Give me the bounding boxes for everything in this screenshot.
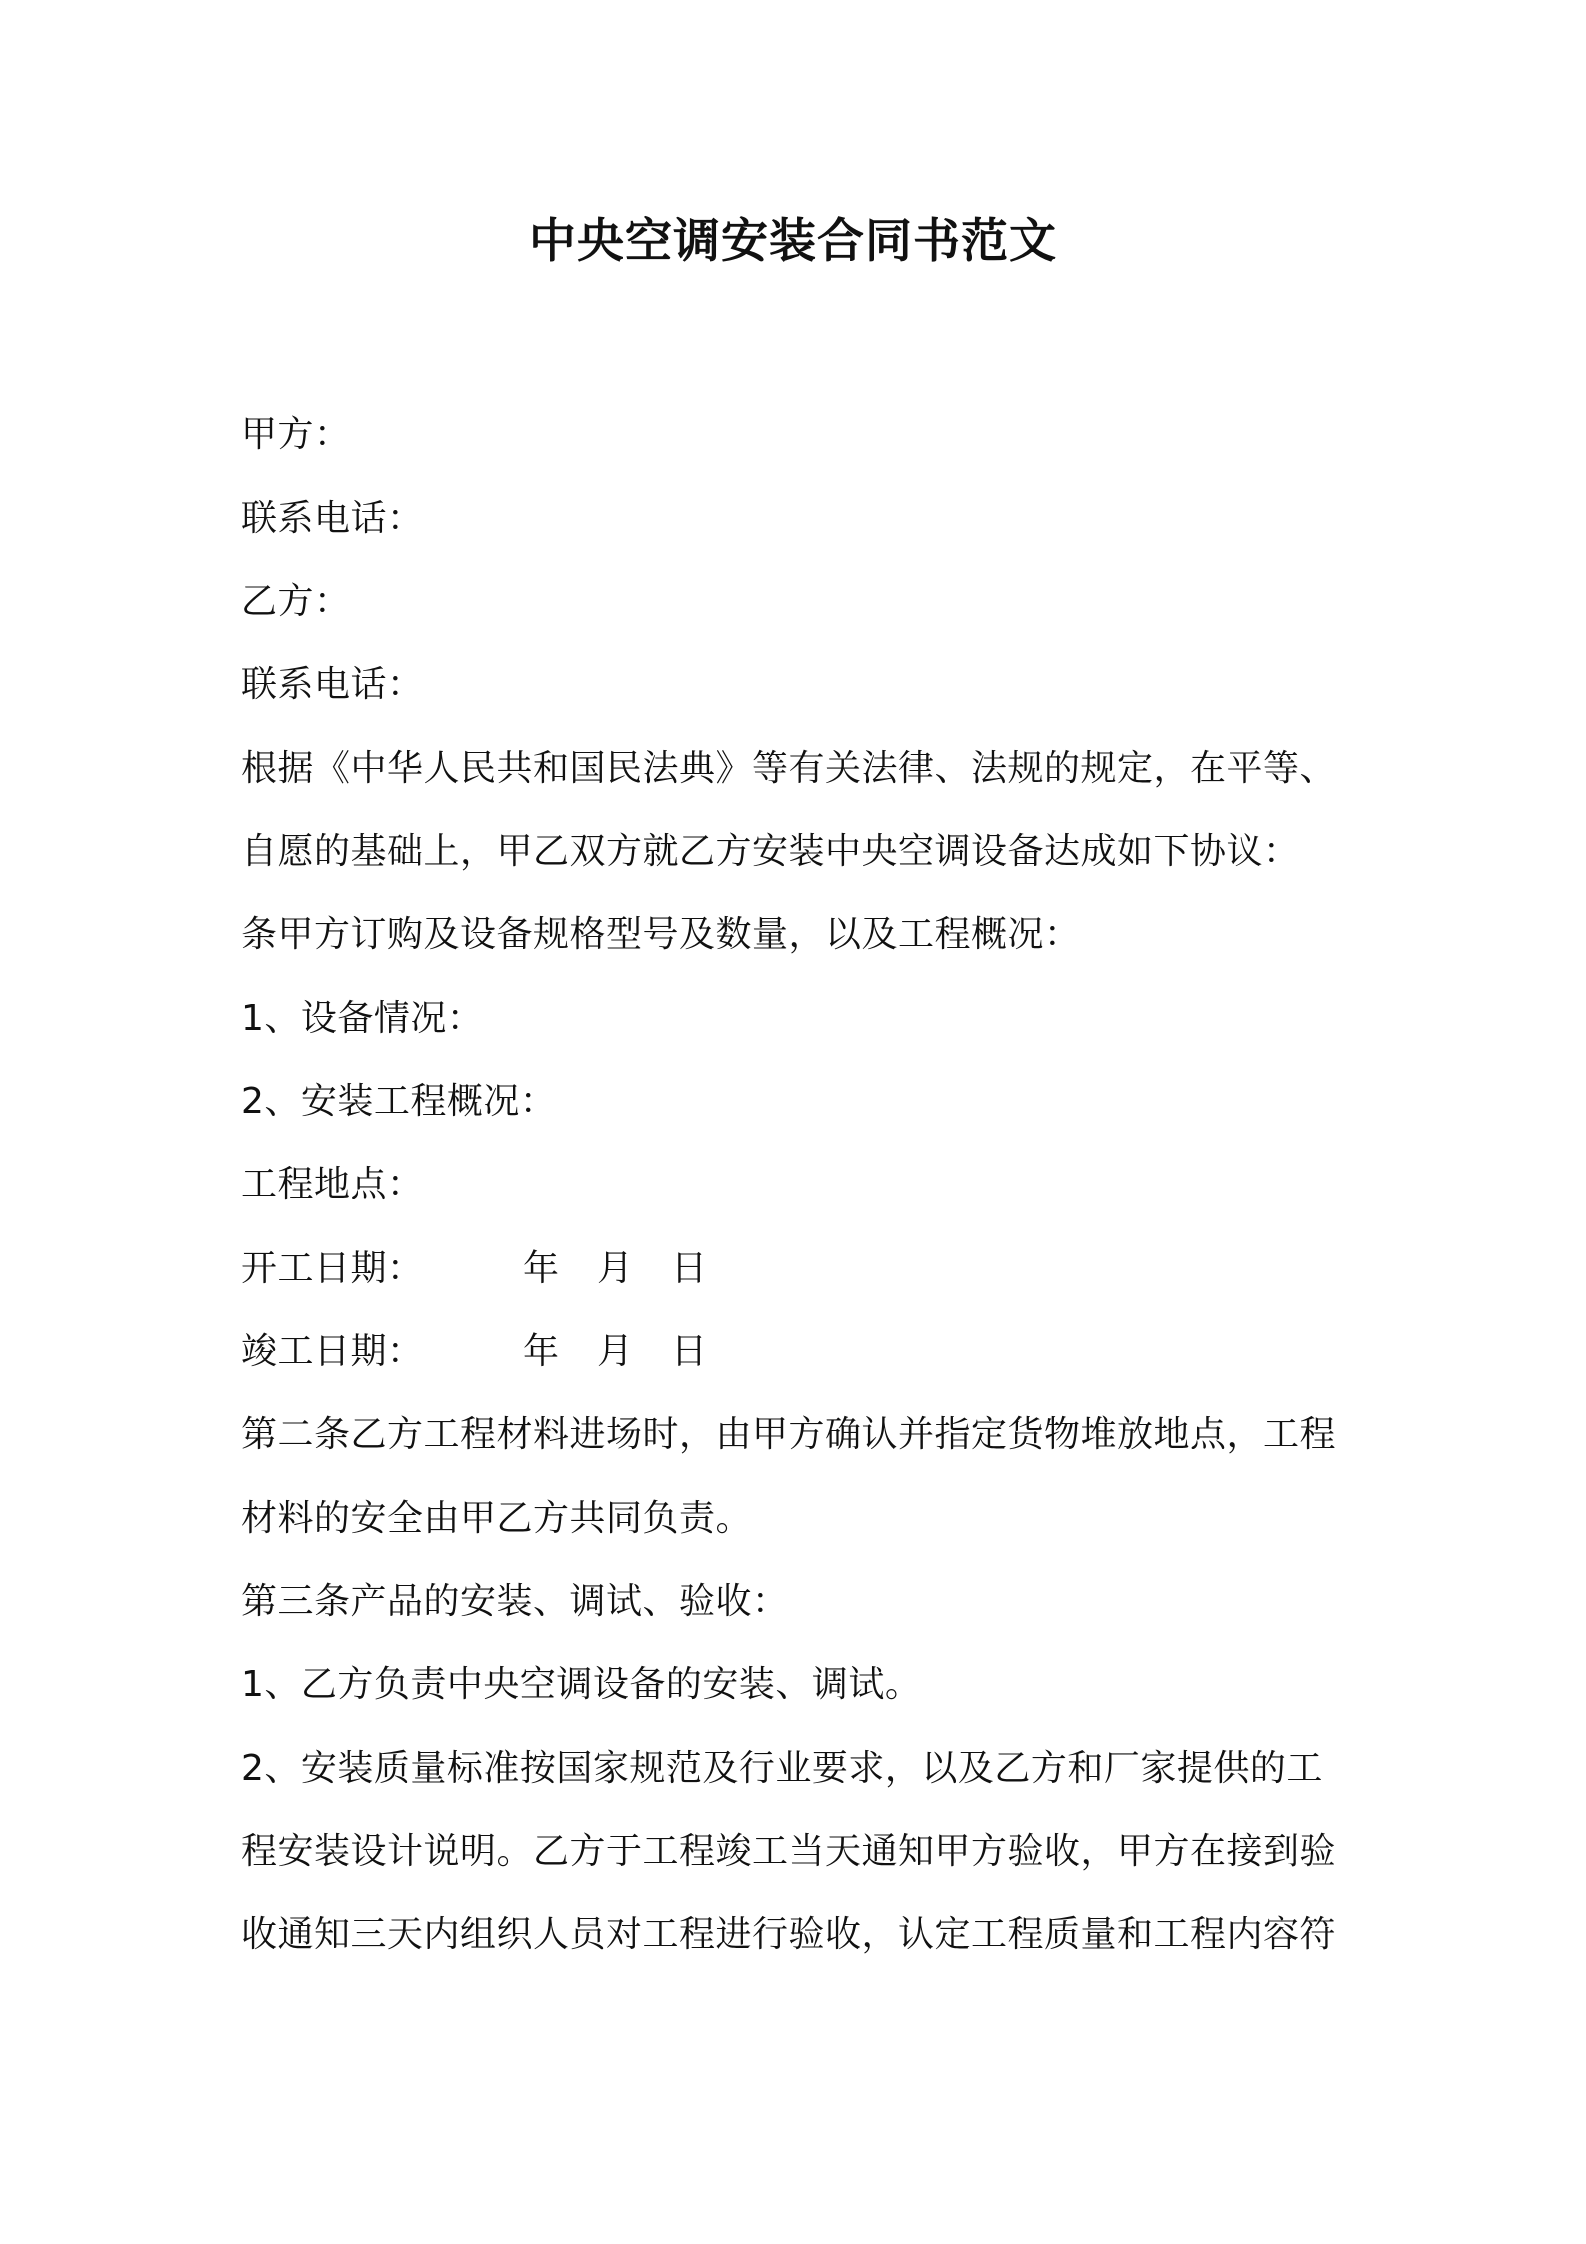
contact-b-label: 联系电话：	[241, 664, 424, 705]
start-date-day: 日	[671, 1248, 708, 1289]
article-3-item-2-line-1: 2、安装质量标准按国家规范及行业要求，以及乙方和厂家提供的工	[241, 1748, 1323, 1789]
start-date-month: 月	[597, 1248, 634, 1289]
article-3-item-2-line-2: 程安装设计说明。乙方于工程竣工当天通知甲方验收，甲方在接到验	[241, 1831, 1337, 1872]
party-b-label: 乙方：	[241, 581, 351, 622]
party-a-label: 甲方：	[241, 414, 351, 455]
article-2-line-1: 第二条乙方工程材料进场时，由甲方确认并指定货物堆放地点，工程	[241, 1414, 1337, 1455]
preamble-line-1: 根据《中华人民共和国民法典》等有关法律、法规的规定，在平等、	[241, 748, 1337, 789]
article-3-item-1: 1、乙方负责中央空调设备的安装、调试。	[241, 1664, 922, 1705]
start-date-label: 开工日期：	[241, 1248, 424, 1289]
article-2-line-2: 材料的安全由甲乙方共同负责。	[241, 1498, 753, 1539]
start-date-line	[241, 1244, 745, 1294]
completion-date-year: 年	[523, 1331, 560, 1372]
contact-a-label: 联系电话：	[241, 498, 424, 539]
completion-date-label: 竣工日期：	[241, 1331, 424, 1372]
project-location-label: 工程地点：	[241, 1164, 424, 1205]
completion-date-line	[241, 1327, 745, 1377]
equipment-item: 1、设备情况：	[241, 998, 484, 1039]
article-3-heading: 第三条产品的安装、调试、验收：	[241, 1581, 789, 1622]
preamble-line-2: 自愿的基础上，甲乙双方就乙方安装中央空调设备达成如下协议：	[241, 831, 1300, 872]
completion-date-day: 日	[671, 1331, 708, 1372]
article-1-heading: 条甲方订购及设备规格型号及数量，以及工程概况：	[241, 914, 1081, 955]
article-3-item-2-line-3: 收通知三天内组织人员对工程进行验收，认定工程质量和工程内容符	[241, 1914, 1337, 1955]
document-title: 中央空调安装合同书范文	[529, 214, 1057, 269]
completion-date-month: 月	[597, 1331, 634, 1372]
start-date-year: 年	[523, 1248, 560, 1289]
installation-overview-item: 2、安装工程概况：	[241, 1081, 557, 1122]
